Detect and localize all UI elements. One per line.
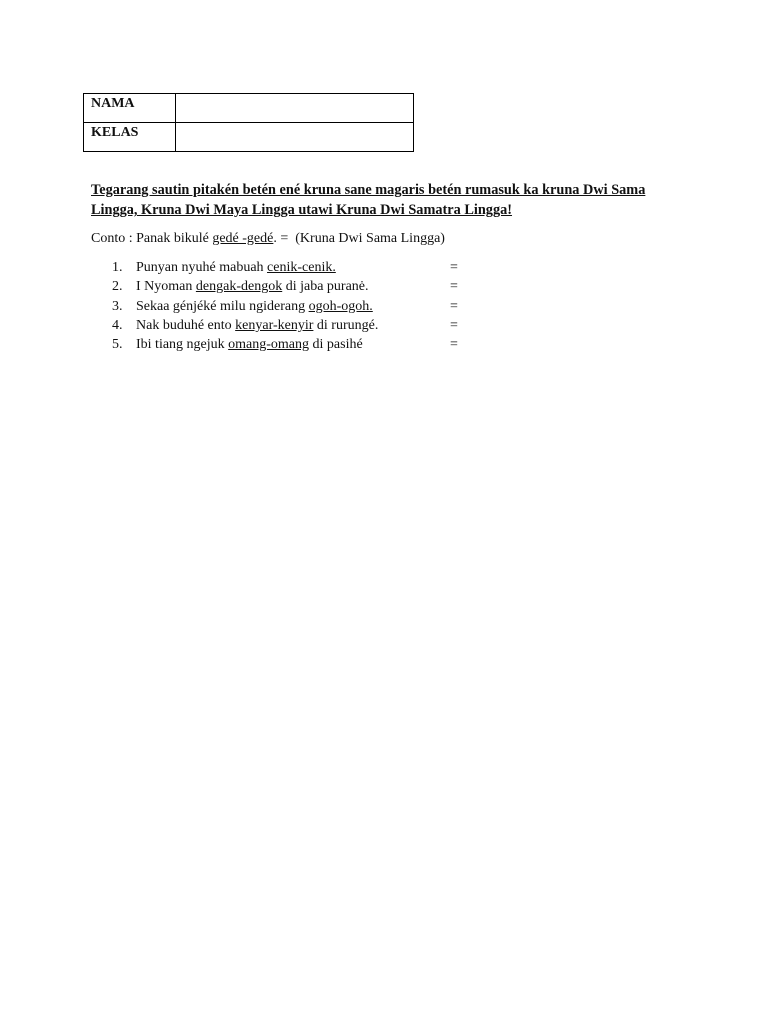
example-after: . = (Kruna Dwi Sama Lingga)	[273, 231, 445, 246]
question-item	[112, 297, 458, 316]
student-identity-table	[83, 93, 414, 152]
name-field[interactable]	[176, 94, 414, 123]
question-number: 1.	[112, 260, 123, 275]
question-number: 5.	[112, 337, 123, 353]
example-before: Panak bikulé	[136, 231, 213, 246]
question-underlined-word: cenik-cenik.	[267, 260, 336, 275]
question-item	[112, 277, 458, 296]
question-underlined-word: dengak-dengok	[195, 279, 283, 295]
question-list	[112, 258, 458, 354]
question-underlined-word: kenyar-kenyir	[235, 317, 314, 333]
answer-equals: =	[450, 337, 458, 353]
instruction-text: Tegarang sautin pitakén betén ené kruna sane magaris betén rumasuk ka kruna Dwi Sama Lingga, Kruna Dwi Maya Lingga utawi Kruna Dwi Samatra Lingga!	[91, 182, 646, 218]
question-underlined-word: ogoh-ogoh.	[308, 298, 373, 314]
question-text-before: Punyan nyuhé mabuah	[136, 260, 268, 275]
answer-equals: =	[450, 298, 458, 314]
example-separator: :	[125, 231, 137, 246]
question-text-before: Ibi tiang ngejuk	[136, 337, 229, 353]
question-item	[112, 258, 458, 277]
question-text-after: di pasihé	[309, 337, 363, 353]
class-row	[84, 123, 414, 152]
name-row	[84, 94, 414, 123]
question-underlined-word: omang-omang	[228, 337, 310, 353]
question-text-before: Nak buduhé ento	[136, 317, 236, 333]
question-number: 4.	[112, 317, 123, 333]
name-label: NAMA	[84, 94, 176, 123]
question-text-after: di jaba puranė.	[282, 279, 369, 295]
question-text-before: I Nyoman	[136, 279, 196, 295]
question-text-after: di rurungé.	[313, 317, 379, 333]
question-number: 3.	[112, 298, 123, 314]
question-item	[112, 316, 458, 335]
class-field[interactable]	[176, 123, 414, 152]
question-text-before: Sekaa génjéké milu ngiderang	[136, 298, 309, 314]
question-number: 2.	[112, 279, 123, 295]
answer-equals: =	[450, 260, 458, 275]
example-line	[91, 229, 445, 249]
answer-equals: =	[450, 279, 458, 295]
class-label: KELAS	[84, 123, 176, 152]
example-label: Conto	[91, 231, 126, 246]
example-underlined-word: gedé -gedé	[212, 231, 274, 246]
answer-equals: =	[450, 317, 458, 333]
question-item	[112, 335, 458, 354]
